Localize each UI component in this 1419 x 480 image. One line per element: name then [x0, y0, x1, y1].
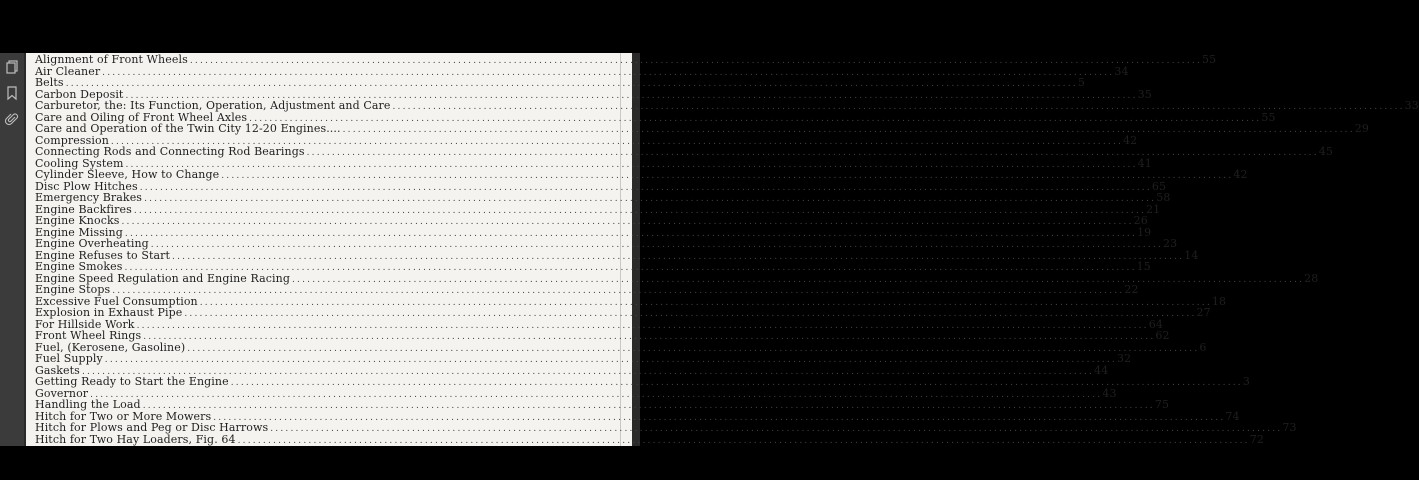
toc-page-number: 35: [1137, 87, 1152, 101]
toc-entry-title: Disc Plow Hitches: [35, 179, 138, 193]
toc-entry-title: Compression: [35, 133, 109, 147]
toc-row[interactable]: [35, 352, 1132, 365]
toc-row[interactable]: [35, 283, 1139, 296]
toc-row[interactable]: [35, 271, 1319, 285]
toc-page-number: 19: [1137, 225, 1152, 239]
toc-entry-title: Engine Backfires: [35, 202, 132, 216]
dot-leader: ........................................................................................................................................................................................................: [187, 343, 1200, 354]
dot-leader: ........................................................................................................................................................................................................: [270, 424, 1283, 434]
toc-page-number: 64: [1148, 317, 1163, 331]
toc-row[interactable]: [35, 329, 1170, 342]
toc-page-number: 26: [1133, 214, 1148, 227]
dot-leader: ........................................................................................................................................................................................................: [199, 297, 1212, 308]
toc-entry-title: Care and Operation of the Twin City 12-20 Engines....: [35, 122, 341, 135]
toc-entry-title: Engine Missing: [35, 225, 123, 239]
toc-entry-title: Cylinder Sleeve, How to Change: [35, 168, 220, 181]
dot-leader: ........................................................................................................................................................................................................: [306, 148, 1319, 158]
toc-row[interactable]: [35, 398, 1170, 411]
toc-entry-title: Engine Stops: [35, 283, 111, 296]
toc-page-number: 42: [1233, 168, 1248, 181]
toc-page-number: 28: [1304, 271, 1319, 285]
table-of-contents: [35, 53, 1419, 446]
toc-entry-title: Air Cleaner: [35, 64, 101, 78]
toc-entry-title: Engine Knocks: [35, 214, 120, 227]
toc-row[interactable]: [35, 168, 1248, 181]
dot-leader: ........................................................................................................................................................................................................: [221, 171, 1234, 181]
toc-page-number: 62: [1155, 329, 1170, 342]
toc-entry-title: Hitch for Plows and Peg or Disc Harrows: [35, 421, 269, 434]
toc-entry-title: Carbon Deposit: [35, 87, 124, 101]
toc-page-number: 34: [1114, 64, 1129, 78]
toc-page-number: 75: [1154, 398, 1170, 411]
dot-leader: ........................................................................................................................................................................................................: [213, 412, 1226, 423]
toc-row[interactable]: [35, 53, 1217, 66]
toc-entry-title: Belts: [35, 76, 64, 89]
pages-icon[interactable]: [2, 57, 22, 77]
dot-leader: ........................................................................................................................................................................................................: [144, 194, 1157, 204]
toc-entry-title: Alignment of Front Wheels: [35, 53, 188, 66]
dot-leader: ........................................................................................................................................................................................................: [230, 378, 1243, 388]
toc-page-number: 44: [1094, 363, 1109, 377]
dot-leader: ........................................................................................................................................................................................................: [237, 435, 1250, 446]
toc-row[interactable]: [35, 306, 1211, 319]
dot-leader: ........................................................................................................................................................................................................: [65, 79, 1078, 89]
toc-row[interactable]: [35, 248, 1199, 262]
dot-leader: ........................................................................................................................................................................................................: [150, 240, 1163, 250]
toc-row[interactable]: [35, 260, 1151, 273]
toc-row[interactable]: [35, 122, 1369, 135]
toc-page-number: 18: [1211, 294, 1227, 308]
toc-entry-title: Engine Overheating: [35, 237, 149, 250]
dot-leader: ........................................................................................................................................................................................................: [136, 320, 1149, 331]
toc-page-number: 58: [1156, 191, 1171, 204]
toc-page-number: 33: [1404, 99, 1419, 112]
toc-page-number: 43: [1102, 386, 1117, 400]
toc-page-number: 73: [1282, 421, 1297, 434]
dot-leader: ........................................................................................................................................................................................................: [125, 159, 1138, 170]
dot-leader: ........................................................................................................................................................................................................: [133, 205, 1147, 216]
toc-entry-title: Gaskets: [35, 363, 80, 377]
toc-row[interactable]: [35, 145, 1333, 158]
toc-row[interactable]: [35, 340, 1207, 354]
toc-page-number: 41: [1137, 156, 1152, 170]
toc-entry-title: Hitch for Two Hay Loaders, Fig. 64: [35, 432, 236, 446]
dot-leader: ........................................................................................................................................................................................................: [291, 274, 1305, 285]
document-viewer: [0, 53, 1419, 446]
toc-entry-title: Hitch for Two or More Mowers: [35, 409, 212, 423]
toc-page-number: 27: [1196, 306, 1211, 319]
dot-leader: ........................................................................................................................................................................................................: [104, 355, 1117, 365]
toc-row[interactable]: [35, 76, 1085, 89]
toc-row[interactable]: [35, 421, 1297, 434]
dot-leader: ........................................................................................................................................................................................................: [110, 136, 1124, 147]
document-page: [26, 53, 1419, 446]
toc-page-number: 32: [1116, 352, 1132, 365]
toc-page-number: 22: [1124, 283, 1139, 296]
toc-row[interactable]: [35, 375, 1250, 388]
toc-entry-title: For Hillside Work: [35, 317, 135, 331]
toc-entry-title: Carburetor, the: Its Function, Operation, Adjustment and Care: [35, 99, 391, 112]
toc-entry-title: Fuel, (Kerosene, Gasoline): [35, 340, 186, 354]
toc-page-number: 65: [1151, 179, 1167, 193]
toc-page-number: 5: [1077, 76, 1085, 89]
dot-leader: ........................................................................................................................................................................................................: [142, 401, 1155, 411]
toc-row[interactable]: [35, 99, 1419, 112]
dot-leader: ........................................................................................................................................................................................................: [184, 309, 1197, 319]
toc-entry-title: Excessive Fuel Consumption: [35, 294, 198, 308]
toc-row[interactable]: [35, 432, 1264, 446]
dot-leader: ........................................................................................................................................................................................................: [249, 113, 1262, 124]
dot-leader: ........................................................................................................................................................................................................: [125, 90, 1138, 101]
dot-leader: ........................................................................................................................................................................................................: [81, 366, 1095, 377]
toc-page-number: 74: [1225, 409, 1240, 423]
toc-entry-title: Fuel Supply: [35, 352, 103, 365]
dot-leader: ........................................................................................................................................................................................................: [90, 389, 1103, 400]
toc-page-number: 15: [1136, 260, 1151, 273]
dot-leader: ........................................................................................................................................................................................................: [342, 125, 1355, 135]
toc-page-number: 42: [1123, 133, 1138, 147]
toc-page-number: 29: [1354, 122, 1369, 135]
dot-leader: ........................................................................................................................................................................................................: [124, 228, 1138, 239]
toc-entry-title: Care and Oiling of Front Wheel Axles: [35, 110, 248, 124]
dot-leader: ........................................................................................................................................................................................................: [124, 263, 1137, 273]
dot-leader: ........................................................................................................................................................................................................: [139, 182, 1152, 193]
toc-page-number: 14: [1184, 248, 1199, 262]
toc-page-number: 6: [1199, 340, 1207, 354]
toc-page-number: 55: [1261, 110, 1276, 124]
toc-row[interactable]: [35, 214, 1148, 227]
toc-entry-title: Engine Speed Regulation and Engine Racing: [35, 271, 290, 285]
toc-row[interactable]: [35, 64, 1129, 78]
dot-leader: ........................................................................................................................................................................................................: [121, 217, 1134, 227]
dot-leader: ........................................................................................................................................................................................................: [392, 102, 1405, 112]
toc-entry-title: Emergency Brakes: [35, 191, 143, 204]
toc-row[interactable]: [35, 191, 1171, 204]
toc-entry-title: Connecting Rods and Connecting Rod Bearings: [35, 145, 305, 158]
toc-entry-title: Getting Ready to Start the Engine: [35, 375, 229, 388]
toc-entry-title: Governor: [35, 386, 89, 400]
toc-entry-title: Handling the Load: [35, 398, 141, 411]
toc-entry-title: Engine Refuses to Start: [35, 248, 171, 262]
toc-page-number: 23: [1162, 237, 1178, 250]
toc-row[interactable]: [35, 202, 1161, 216]
dot-leader: ........................................................................................................................................................................................................: [143, 332, 1156, 342]
toc-row[interactable]: [35, 237, 1178, 250]
dot-leader: ........................................................................................................................................................................................................: [189, 56, 1202, 66]
dot-leader: ........................................................................................................................................................................................................: [172, 251, 1185, 262]
toc-page-number: 3: [1242, 375, 1250, 388]
dot-leader: ........................................................................................................................................................................................................: [102, 67, 1115, 78]
toc-page-number: 45: [1318, 145, 1333, 158]
toc-entry-title: Explosion in Exhaust Pipe: [35, 306, 183, 319]
toc-entry-title: Cooling System: [35, 156, 124, 170]
attachment-icon[interactable]: [2, 109, 22, 129]
toc-page-number: 21: [1146, 202, 1161, 216]
viewer-sidebar: [0, 53, 24, 446]
toc-page-number: 55: [1202, 53, 1217, 66]
toc-entry-title: Engine Smokes: [35, 260, 123, 273]
toc-page-number: 72: [1249, 432, 1264, 446]
bookmark-icon[interactable]: [2, 83, 22, 103]
toc-entry-title: Front Wheel Rings: [35, 329, 142, 342]
dot-leader: ........................................................................................................................................................................................................: [112, 286, 1125, 296]
